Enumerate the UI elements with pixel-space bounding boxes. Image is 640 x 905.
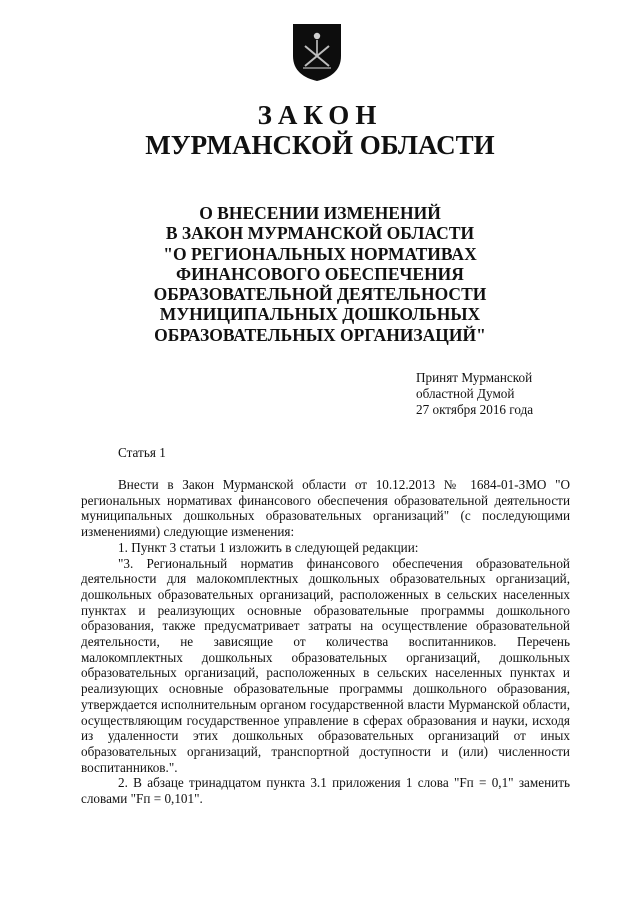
- subtitle-line: ФИНАНСОВОГО ОБЕСПЕЧЕНИЯ: [176, 263, 464, 284]
- body-paragraph: 1. Пункт 3 статьи 1 изложить в следующей редакции:: [118, 539, 419, 555]
- law-subtitle: [0, 203, 640, 345]
- law-title: ЗАКОН: [257, 100, 383, 130]
- subtitle-line: О ВНЕСЕНИИ ИЗМЕНЕНИЙ: [199, 203, 441, 223]
- region-title: МУРМАНСКОЙ ОБЛАСТИ: [145, 130, 495, 160]
- adoption-date: 27 октября 2016 года: [416, 402, 534, 417]
- subtitle-line: ОБРАЗОВАТЕЛЬНЫХ ОРГАНИЗАЦИЙ": [154, 324, 486, 345]
- adoption-line: областной Думой: [416, 386, 515, 401]
- body-paragraph: 2. В абзаце тринадцатом пункта 3.1 приложения 1 слова "Fп = 0,1" заменить словами "Fп = 0,101".: [81, 775, 570, 807]
- adoption-note: [416, 370, 533, 418]
- subtitle-line: В ЗАКОН МУРМАНСКОЙ ОБЛАСТИ: [165, 223, 475, 244]
- article-body: [81, 477, 570, 807]
- body-paragraph: Внести в Закон Мурманской области от 10.12.2013 № 1684-01-ЗМО "О региональных нормативах финансового обеспечения образовательной деятельности муниципальных дошкольных образовательных организаций" (с последующими изменениями) следующие изменения:: [81, 477, 570, 540]
- adoption-line: Принят Мурманской: [416, 370, 533, 385]
- subtitle-line: ОБРАЗОВАТЕЛЬНОЙ ДЕЯТЕЛЬНОСТИ: [153, 284, 487, 305]
- coat-of-arms-emblem: [291, 22, 343, 82]
- subtitle-line: "О РЕГИОНАЛЬНЫХ НОРМАТИВАХ: [163, 243, 477, 264]
- subtitle-line: МУНИЦИПАЛЬНЫХ ДОШКОЛЬНЫХ: [159, 304, 481, 325]
- body-paragraph: "3. Региональный норматив финансового обеспечения образовательной деятельности для малокомплектных дошкольных образовательных организаций, дошкольных образовательных организаций, расположенных в сельских населенных пунктах и реализующих основные образовательные программы дошкольного образования, также предусматривает затраты на осуществление образовательной деятельности, не зависящие от количества воспитанников. Перечень малокомплектных дошкольных образовательных организаций, дошкольных образовательных организаций, расположенных в сельских населенных пунктах и реализующих основные образовательные программы дошкольного образования, утверждается исполнительным органом государственной власти Мурманской области, осуществляющим государственное управление в сферах образования и науки, исходя из удаленности этих дошкольных образовательных организаций от иных образовательных организаций, транспортной доступности и (или) численности воспитанников.".: [81, 555, 570, 775]
- article-heading: Статья 1: [118, 445, 166, 460]
